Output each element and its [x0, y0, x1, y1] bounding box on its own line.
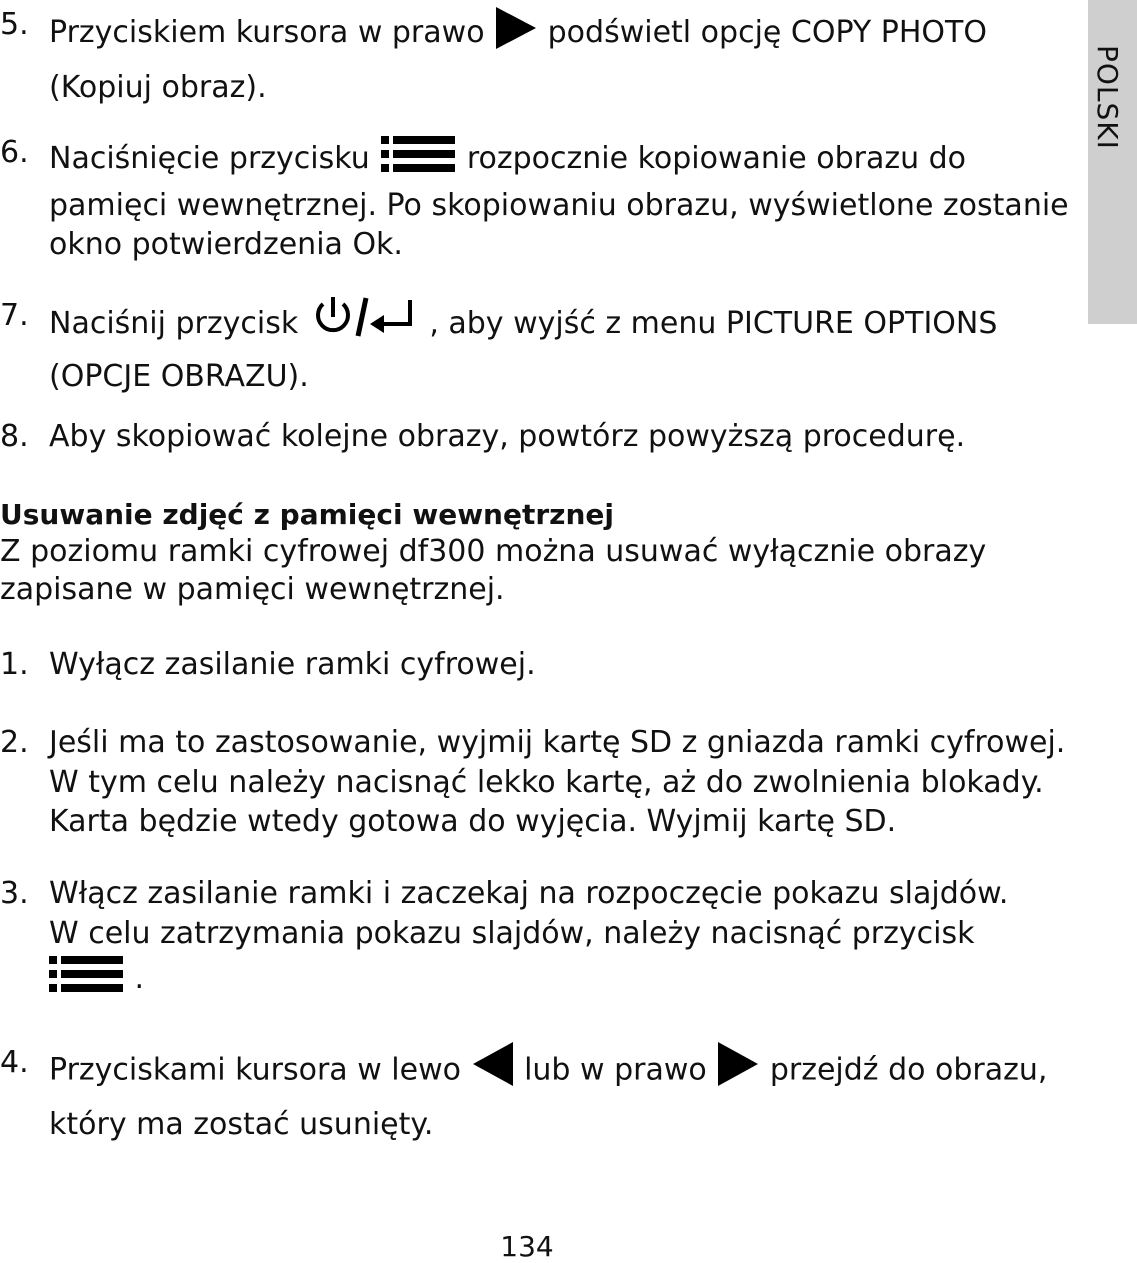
step-number: 4.: [0, 1045, 29, 1080]
step-number: 2.: [0, 725, 29, 760]
section-heading: Usuwanie zdjęć z pamięci wewnętrznej: [0, 498, 614, 531]
language-tab-label: POLSKI: [1091, 45, 1124, 150]
step-number: 6.: [0, 135, 29, 170]
arrow-right-icon: [716, 1040, 760, 1102]
arrow-left-icon: [471, 1040, 515, 1102]
page-number: 134: [500, 1230, 554, 1263]
step-8: 8. Aby skopiować kolejne obrazy, powtórz powyższą procedurę.: [0, 417, 1075, 457]
menu-icon: [379, 133, 457, 186]
power-back-icon: [308, 294, 420, 355]
arrow-right-icon: [494, 5, 538, 62]
step-3: 3. Włącz zasilanie ramki i zaczekaj na rozpoczęcie pokazu slajdów. W celu zatrzymania pokazu slajdów, należy nacisnąć przycisk .: [0, 874, 1075, 1006]
step-number: 3.: [0, 876, 29, 911]
step-number: 1.: [0, 647, 29, 682]
step-1: 1. Wyłącz zasilanie ramki cyfrowej.: [0, 645, 1075, 685]
step-4: 4. Przyciskami kursora w lewo lub w prawo przejdź do obrazu, który ma zostać usunięty.: [0, 1040, 1075, 1148]
step-number: 7.: [0, 298, 29, 333]
step-number: 5.: [0, 7, 29, 42]
step-2: 2. Jeśli ma to zastosowanie, wyjmij kartę SD z gniazda ramki cyfrowej. W tym celu należy nacisnąć lekko kartę, aż do zwolnienia blokady. Karta będzie wtedy gotowa do wyjęcia. Wyjmij kartę SD.: [0, 725, 1066, 839]
menu-icon: [49, 953, 125, 1006]
step-number: 8.: [0, 419, 29, 454]
step-7: 7. Naciśnij przycisk , aby wyjść z menu PICTURE OPTIONS (OPCJE OBRAZU).: [0, 294, 1075, 399]
step-5: 5. Przyciskiem kursora w prawo podświetl opcję COPY PHOTO (Kopiuj obraz).: [0, 7, 987, 105]
section-intro: Z poziomu ramki cyfrowej df300 można usuwać wyłącznie obrazy zapisane w pamięci wewnętrznej.: [0, 534, 987, 607]
step-6: 6. Naciśnięcie przycisku rozpocznie kopiowanie obrazu do pamięci wewnętrznej. Po skopiowaniu obrazu, wyświetlone zostanie okno potwierdzenia Ok.: [0, 135, 1069, 262]
